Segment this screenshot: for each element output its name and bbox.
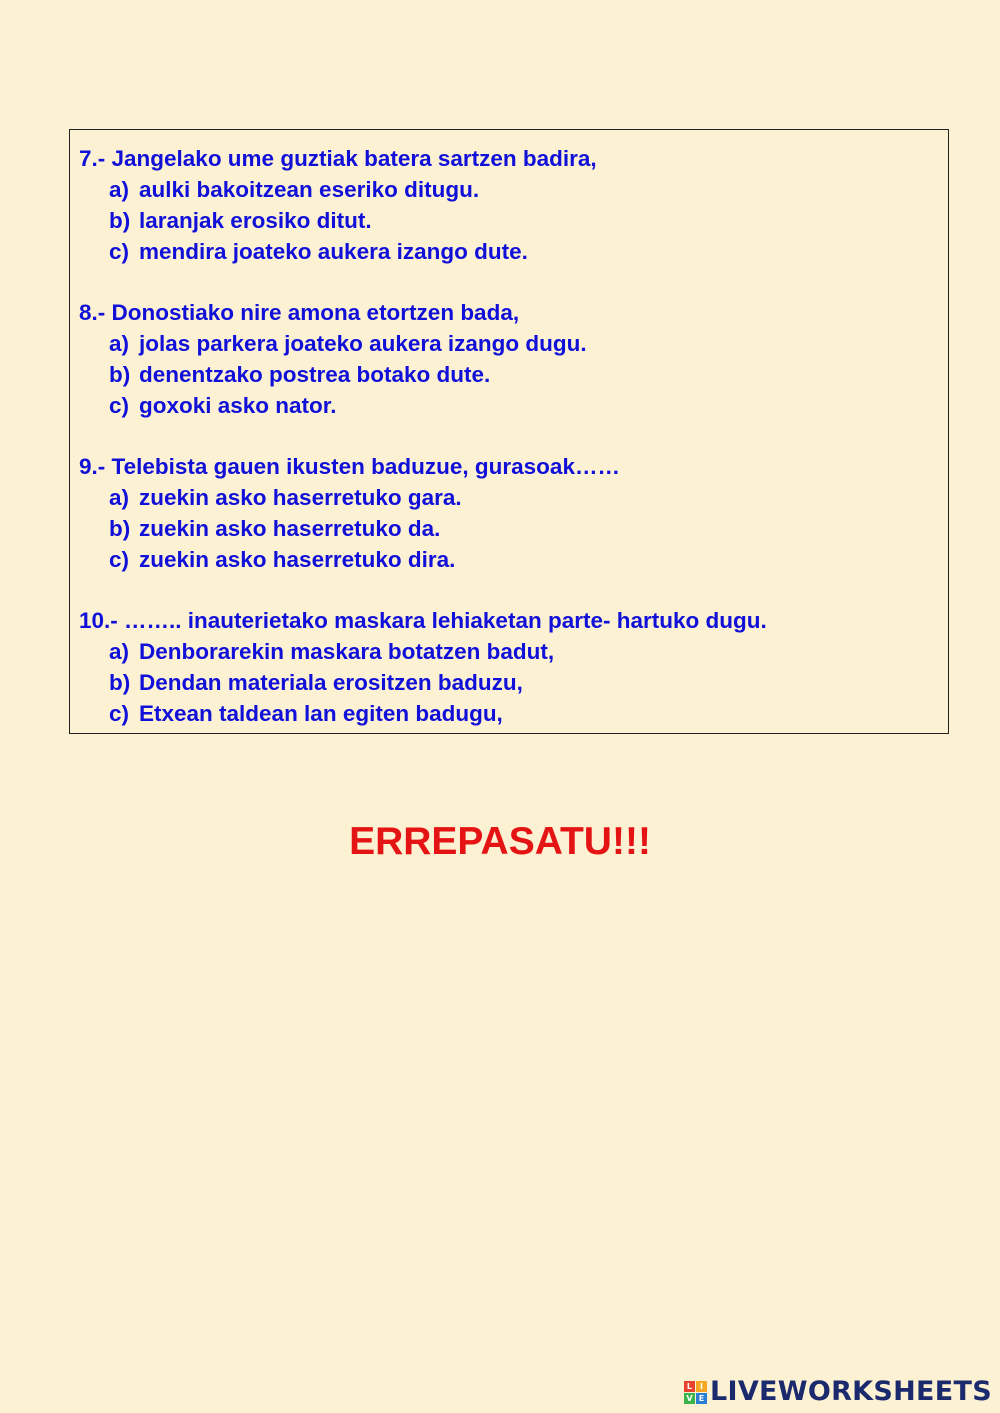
- question-text: 10.- …….. inauterietako maskara lehiaketan parte- hartuko dugu.: [79, 608, 767, 633]
- option-text: zuekin asko haserretuko da.: [139, 516, 441, 541]
- question-text: 7.- Jangelako ume guztiak batera sartzen badira,: [79, 146, 597, 171]
- option-a[interactable]: [79, 174, 948, 205]
- option-a[interactable]: [79, 636, 948, 667]
- option-letter: a): [109, 331, 130, 356]
- quiz-box: [69, 129, 949, 734]
- brand-name: LIVEWORKSHEETS: [709, 1376, 992, 1407]
- question-9: [79, 451, 948, 575]
- logo-tile: E: [696, 1393, 707, 1404]
- option-text: zuekin asko haserretuko gara.: [139, 485, 462, 510]
- option-letter: c): [109, 701, 130, 726]
- review-title: ERREPASATU!!!: [349, 820, 651, 863]
- liveworksheets-brand: [684, 1377, 992, 1407]
- option-c[interactable]: [79, 544, 948, 575]
- logo-tile: V: [684, 1393, 695, 1404]
- option-text: Denborarekin maskara botatzen badut,: [139, 639, 555, 664]
- option-text: mendira joateko aukera izango dute.: [139, 239, 528, 264]
- option-text: zuekin asko haserretuko dira.: [139, 547, 456, 572]
- option-a[interactable]: [79, 328, 948, 359]
- question-text: 8.- Donostiako nire amona etortzen bada,: [79, 300, 520, 325]
- option-c[interactable]: [79, 236, 948, 267]
- option-letter: b): [109, 516, 131, 541]
- question-text: 9.- Telebista gauen ikusten baduzue, gurasoak……: [79, 454, 620, 479]
- option-text: denentzako postrea botako dute.: [139, 362, 491, 387]
- question-7: [79, 143, 948, 267]
- option-letter: c): [109, 393, 130, 418]
- option-letter: b): [109, 208, 131, 233]
- option-letter: b): [109, 362, 131, 387]
- liveworksheets-logo-icon: [684, 1381, 707, 1404]
- logo-tile: I: [696, 1381, 707, 1392]
- option-c[interactable]: [79, 698, 948, 729]
- option-a[interactable]: [79, 482, 948, 513]
- option-b[interactable]: [79, 513, 948, 544]
- option-letter: a): [109, 639, 130, 664]
- option-text: Dendan materiala erositzen baduzu,: [139, 670, 523, 695]
- option-text: goxoki asko nator.: [139, 393, 337, 418]
- option-b[interactable]: [79, 667, 948, 698]
- option-text: jolas parkera joateko aukera izango dugu.: [139, 331, 587, 356]
- option-letter: a): [109, 177, 130, 202]
- option-b[interactable]: [79, 205, 948, 236]
- option-letter: a): [109, 485, 130, 510]
- question-10: [79, 605, 948, 729]
- option-b[interactable]: [79, 359, 948, 390]
- option-letter: b): [109, 670, 131, 695]
- option-c[interactable]: [79, 390, 948, 421]
- option-text: Etxean taldean lan egiten badugu,: [139, 701, 503, 726]
- option-letter: c): [109, 547, 130, 572]
- question-8: [79, 297, 948, 421]
- option-text: aulki bakoitzean eseriko ditugu.: [139, 177, 480, 202]
- option-letter: c): [109, 239, 130, 264]
- option-text: laranjak erosiko ditut.: [139, 208, 372, 233]
- logo-tile: L: [684, 1381, 695, 1392]
